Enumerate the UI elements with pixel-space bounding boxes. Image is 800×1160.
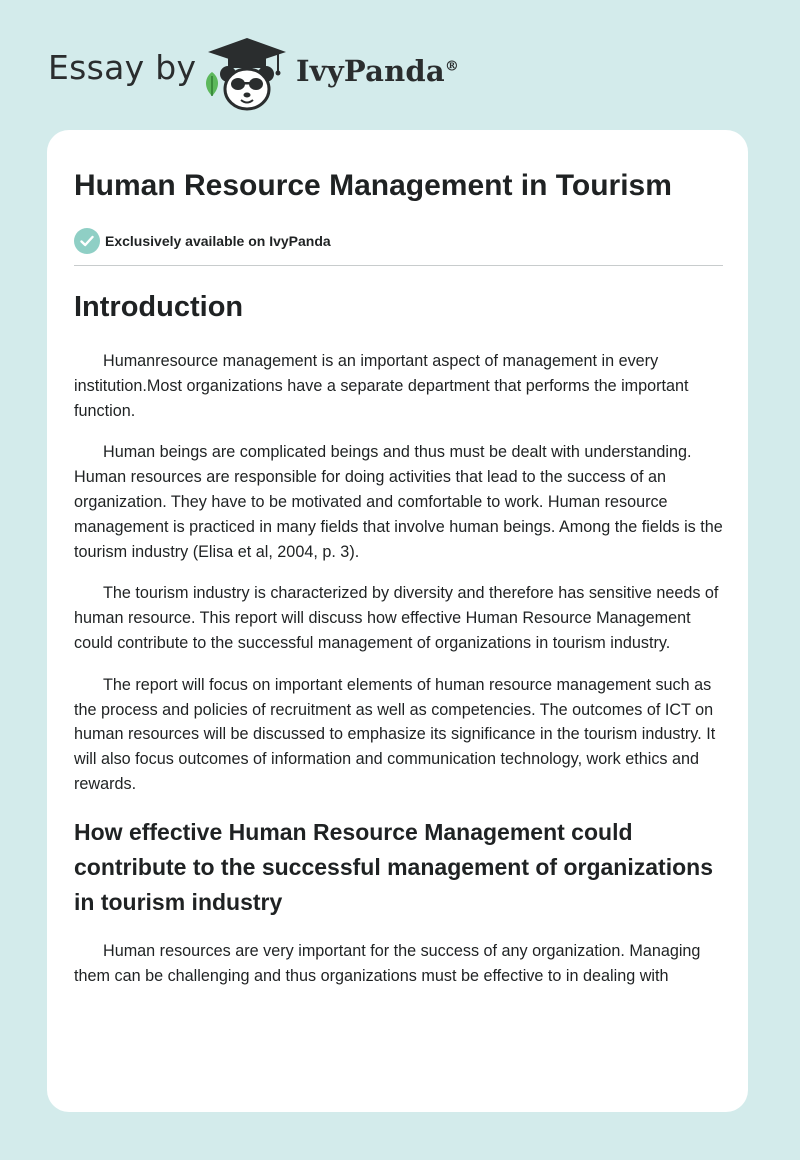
paragraph: Human resources are very important for the success of any organization. Managing them can be challenging and thus organizations must be effective to in dealing with [74, 941, 701, 985]
paragraph: Human beings are complicated beings and thus must be dealt with understanding. Human resources are responsible for doing activities that lead to the success of an organization. They have to be motivated and comfortable to work. Human resource management is practiced in many fields that involve human beings. Among the fields is the tourism industry (Elisa et al, 2004, p. 3). [74, 443, 723, 561]
brand-text: IvyPanda [296, 54, 445, 88]
brand-name [296, 54, 459, 88]
essay-content [74, 130, 723, 988]
title-divider [74, 265, 723, 266]
section-heading-effective-hrm: How effective Human Resource Management could contribute to the successful management of organizations in tourism industry [74, 818, 713, 915]
essay-by-label: Essay by [48, 48, 197, 87]
paragraph: Humanresource management is an important aspect of management in every institution.Most organizations have a separate department that performs the important function. [74, 352, 689, 420]
exclusive-label: Exclusively available on IvyPanda [105, 233, 331, 249]
essay-card [47, 130, 748, 1112]
leaf-icon [202, 70, 222, 98]
ivypanda-logo[interactable] [204, 34, 290, 112]
site-header [48, 34, 508, 114]
paragraph: The tourism industry is characterized by diversity and therefore has sensitive needs of human resource. This report will discuss how effective Human Resource Management could contribute to the successful management of organizations in tourism industry. [74, 584, 719, 652]
registered-mark: ® [444, 58, 460, 75]
introduction-body [74, 349, 723, 797]
exclusive-badge [74, 228, 723, 254]
section-heading-introduction: Introduction [74, 291, 244, 323]
check-circle-icon [74, 228, 100, 254]
paragraph: The report will focus on important elements of human resource management such as the process and policies of recruitment as well as competencies. The outcomes of ICT on human resources will be discussed to emphasize its significance in the tourism industry. It will also focus outcomes of information and communication technology, work ethics and rewards. [74, 675, 716, 793]
effective-hrm-body [74, 939, 723, 989]
page-title: Human Resource Management in Tourism [74, 169, 672, 202]
